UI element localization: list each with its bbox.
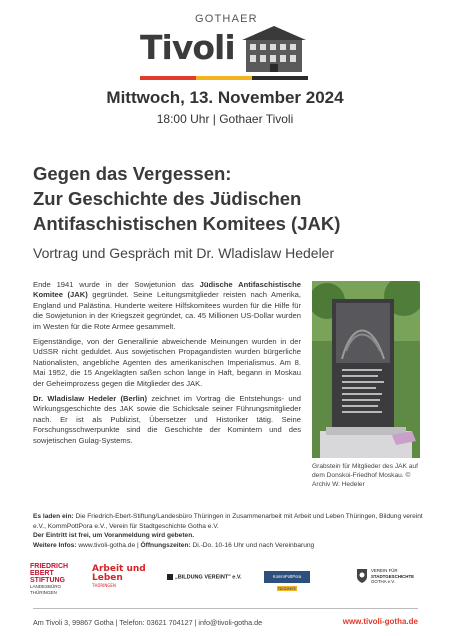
fes-logo: FRIEDRICH EBERT STIFTUNG LANDESBÜRO THÜRINGEN <box>30 563 69 595</box>
event-subtitle: Vortrag und Gespräch mit Dr. Wladislaw Hedeler <box>33 245 335 261</box>
event-title <box>33 161 423 236</box>
bildung-vereint-logo: „BILDUNG VEREINT" e.V. <box>167 574 242 580</box>
event-date: Mittwoch, 13. November 2024 <box>106 88 344 107</box>
event-time: 18:00 Uhr | Gothaer Tivoli <box>156 112 294 126</box>
coat-of-arms-icon <box>356 568 368 584</box>
paragraph-3: Dr. Wladislaw Hedeler (Berlin) zeichnet im Vortrag die Entstehungs- und Wirkungsgeschichte des JAK sowie die Schicksale seiner Führungsmitglieder nach. Er ist als Publizist, Übersetzer und Historiker tätig. Seine Forschungsschwerpunkte sind die Geschichte der Komintern und des sowjetischen Gulag-Systems. <box>33 394 301 445</box>
kommpottpora-logo: KommPottPora Netzwerk <box>264 571 310 583</box>
jak-name: Jüdische Antifaschistische Komitee (JAK) <box>33 280 301 300</box>
info-block <box>33 512 428 550</box>
paragraph-2: Eigenständige, von der Generallinie abweichende Meinungen wurden in der UdSSR nicht geduldet. Aus sowjetischen Propagandisten wurden bürgerliche Nationalisten, angebliche Agenten des amerikanischen Imperialismus. Am 8. Mai 1952, die 15 Angeklagten saßen schon lange in Haft, begann in Moskau der Geheimprozess gegen die Mitglieder des JAK. <box>33 337 301 388</box>
speaker-name: Dr. Wladislaw Hedeler (Berlin) <box>33 394 148 404</box>
paragraph-1: Ende 1941 wurde in der Sowjetunion das Jüdische Antifaschistische Komitee (JAK) gegründet. Seine Leitungsmitglieder reisten nach Amerika, England und Palästina. Hunderte weitere Hilfskomitees wurden für die Hilfe für die Sowjetunion in der Kriegszeit gegründet, ca. 45 Millionen US-Dollar wurden im Westen für die Rote Armee gesammelt. <box>33 280 301 331</box>
verein-stadtgeschichte-logo: VEREIN FÜR STADTGESCHICHTE GOTHA e.V. <box>356 568 426 585</box>
arbeit-und-leben-logo: Arbeit und Leben THÜRINGEN <box>92 564 146 588</box>
building-icon <box>238 22 310 74</box>
info-website-link[interactable]: www.tivoli-gotha.de <box>76 541 136 549</box>
title-line-3: Antifaschistischen Komitees (JAK) <box>33 213 341 234</box>
title-line-1: Gegen das Vergessen: <box>33 163 232 184</box>
invitation-line: Es laden ein: Die Friedrich-Ebert-Stiftung/Landesbüro Thüringen in Zusammenarbeit mit Arbeit und Leben Thüringen, Bildung vereint e.V., KommPottPora e.V., Verein für Stadtgeschichte Gotha e.V. <box>33 513 423 530</box>
gravestone-illustration <box>312 281 420 458</box>
footer-address: Am Tivoli 3, 99867 Gotha | Telefon: 03621 704127 | info@tivoli-gotha.de <box>33 618 263 627</box>
free-entry-line: Der Eintritt ist frei, um Voranmeldung wird gebeten. <box>33 532 195 540</box>
more-info-line: Weitere Infos: www.tivoli-gotha.de | Öffnungszeiten: Di.-Do. 10-16 Uhr und nach Vereinbarung <box>33 541 315 549</box>
sponsor-logos <box>30 563 425 598</box>
gravestone-photo <box>312 281 420 458</box>
footer-website-link[interactable]: www.tivoli-gotha.de <box>342 617 418 626</box>
footer-divider <box>33 608 418 609</box>
logo-gothaer-text: GOTHAER <box>195 13 258 25</box>
body-text <box>33 280 301 451</box>
bildung-vereint-mark <box>167 574 173 580</box>
logo-color-stripe <box>140 76 308 80</box>
photo-caption: Grabstein für Mitglieder des JAK auf dem Donskoi-Friedhof Moskau. © Archiv W. Hedeler <box>312 463 418 488</box>
logo-tivoli-text: Tivoli <box>140 28 235 67</box>
title-line-2: Zur Geschichte des Jüdischen <box>33 188 302 209</box>
tivoli-logo <box>138 10 318 80</box>
